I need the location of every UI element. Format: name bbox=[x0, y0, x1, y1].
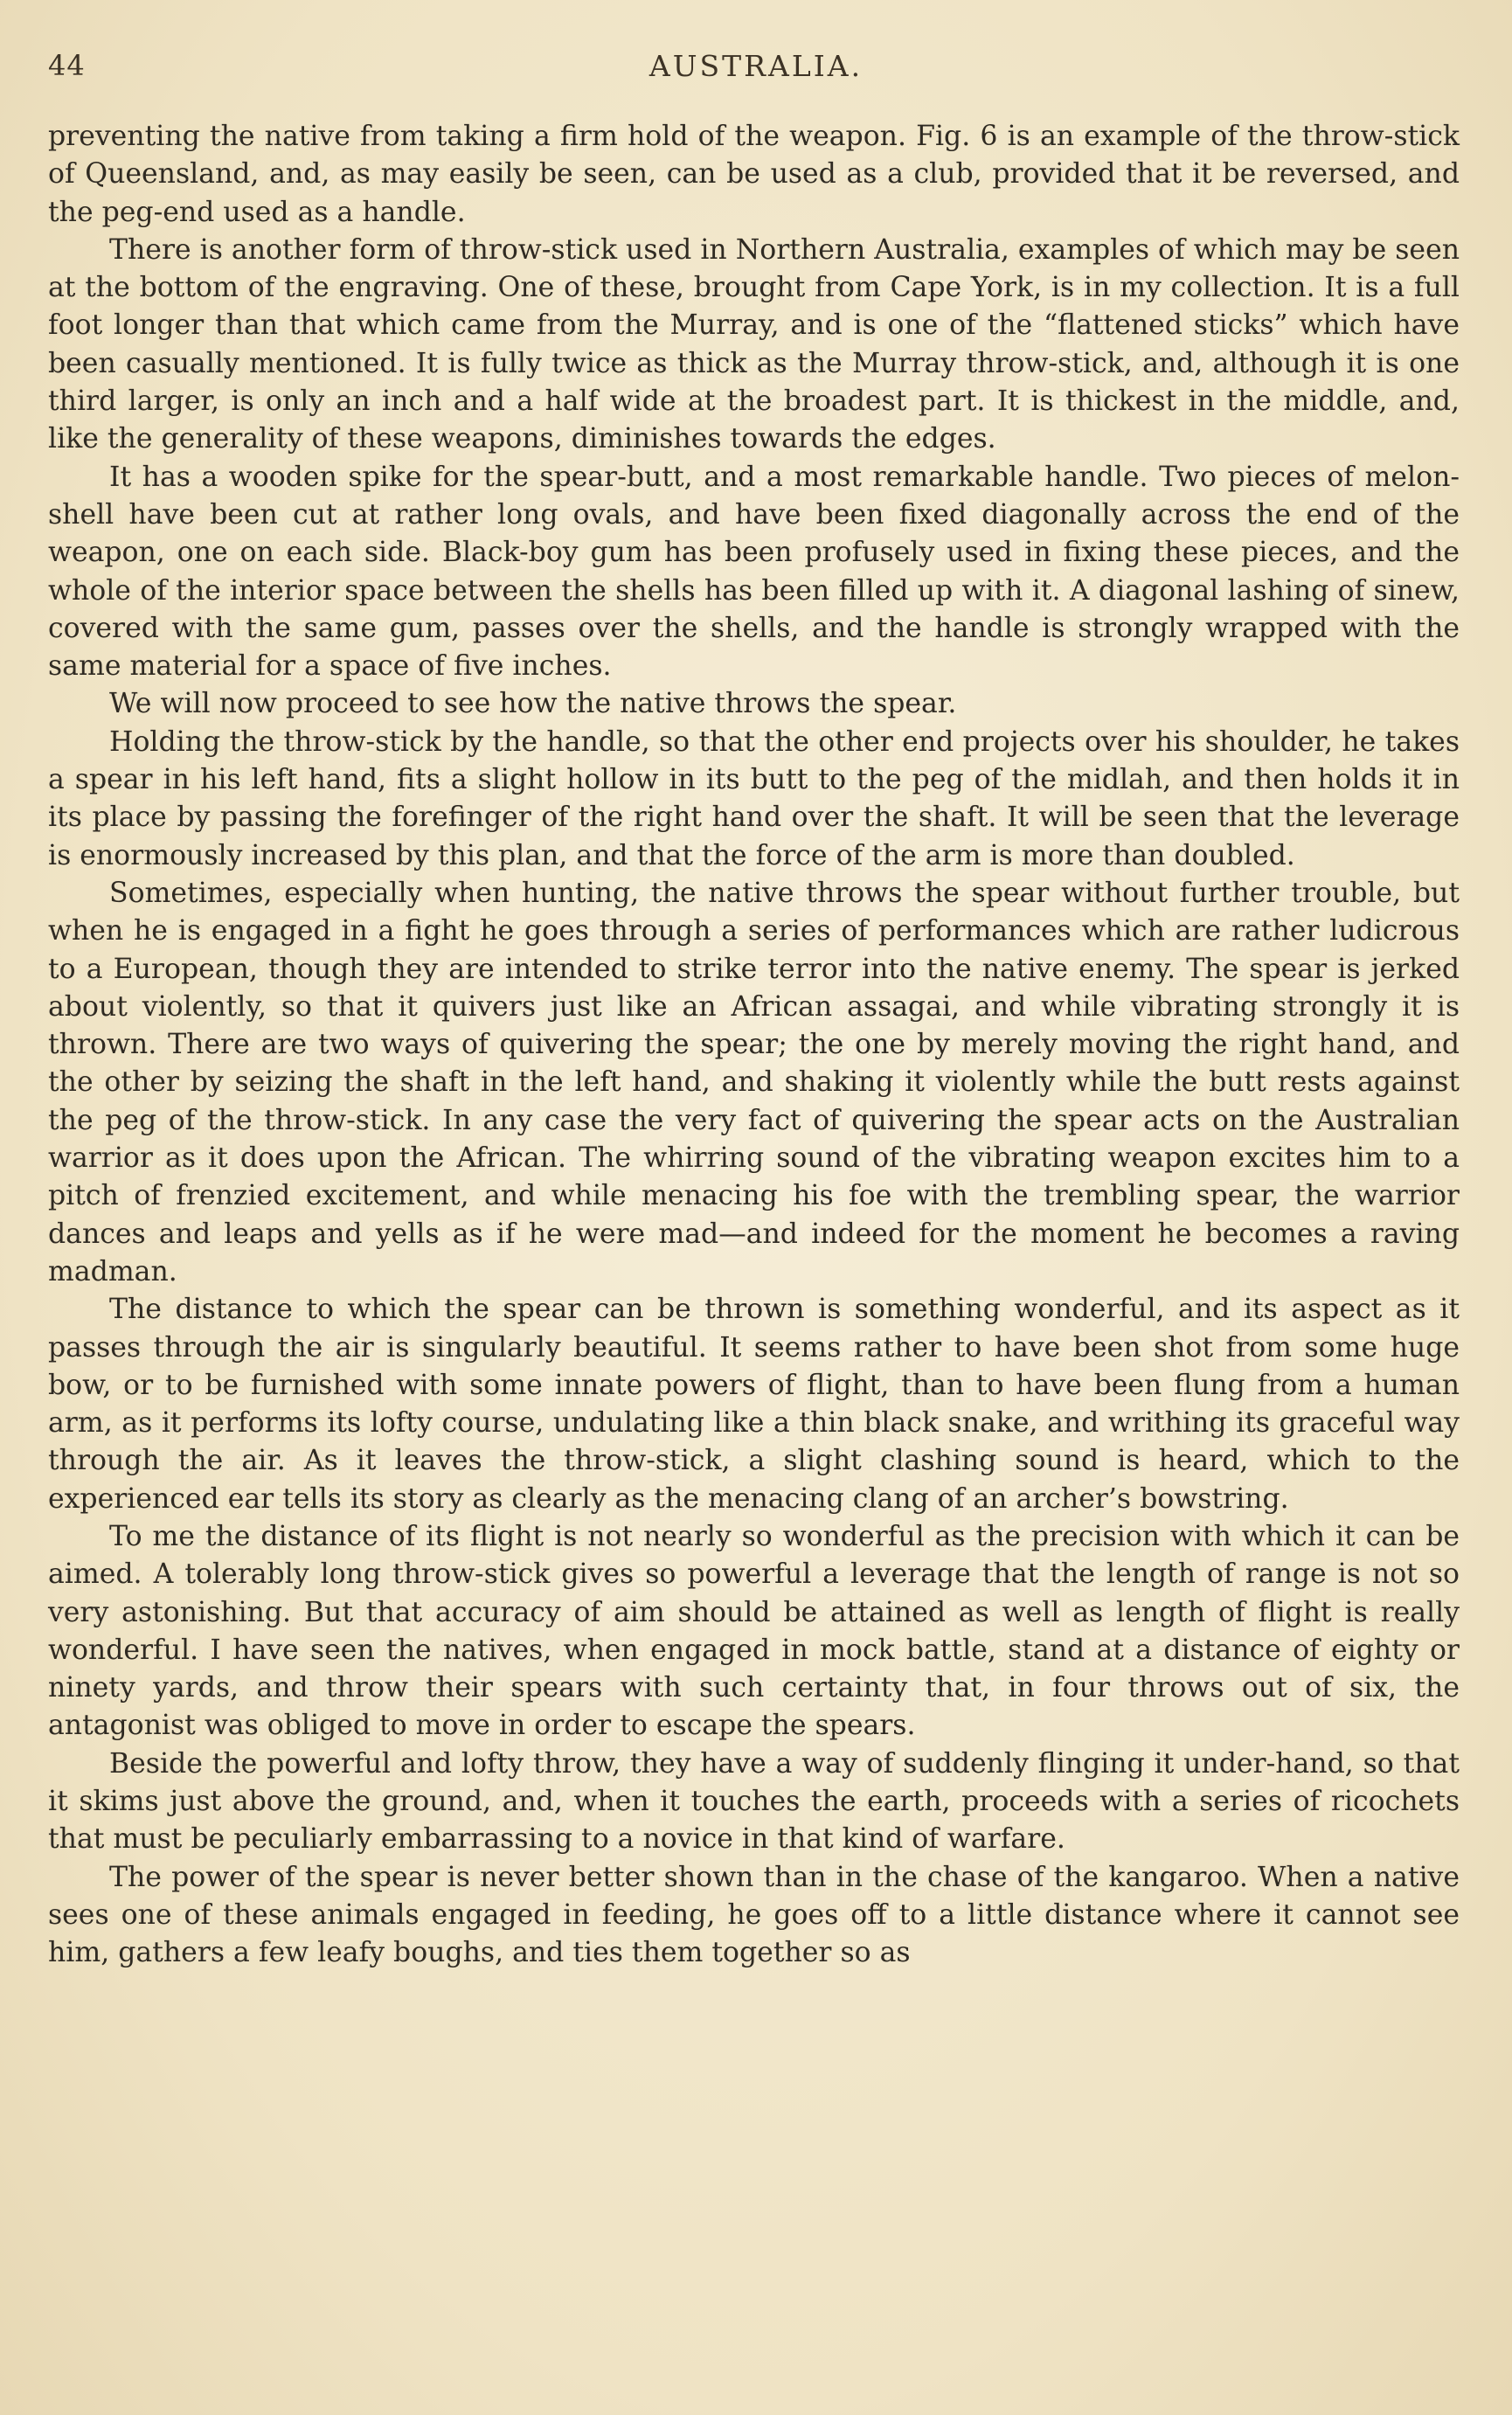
paragraph: The distance to which the spear can be thrown is something wonderful, and its aspect as it passes through the air is singularly beautiful. It seems rather to have been shot from some huge bow, or to be furnished with some innate powers of flight, than to have been flung from a human arm, as it performs its lofty course, undulating like a thin black snake, and writhing its graceful way through the air. As it leaves the throw-stick, a slight clashing sound is heard, which to the experienced ear tells its story as clearly as the menacing clang of an archer’s bowstring. bbox=[48, 1294, 1460, 1515]
paragraph: preventing the native from taking a firm hold of the weapon. Fig. 6 is an example of the throw-stick of Queensland, and, as may easily be seen, can be used as a club, provided that it be reversed, and the peg-end used as a handle. bbox=[48, 121, 1460, 228]
paragraph: To me the distance of its flight is not nearly so wonderful as the precision with which it can be aimed. A tolerably long throw-stick gives so powerful a leverage that the length of range is not so very astonishing. But that accuracy of aim should be attained as well as length of flight is really wonderful. I have seen the natives, when engaged in mock battle, stand at a distance of eighty or ninety yards, and throw their spears with such certainty that, in four throws out of six, the antagonist was obliged to move in order to escape the spears. bbox=[48, 1520, 1460, 1742]
paragraph: It has a wooden spike for the spear-butt, and a most remarkable handle. Two pieces of melon-shell have been cut at rather long ovals, and have been fixed diagonally across the end of the weapon, one on each side. Black-boy gum has been profusely used in fixing these pieces, and the whole of the interior space between the shells has been filled up with it. A diagonal lashing of sinew, covered with the same gum, passes over the shells, and the handle is strongly wrapped with the same material for a space of five inches. bbox=[48, 461, 1460, 683]
body-text bbox=[48, 118, 1460, 1973]
paragraph: Beside the powerful and lofty throw, they have a way of suddenly flinging it under-hand, so that it skims just above the ground, and, when it touches the earth, proceeds with a series of ricochets that must be peculiarly embarrassing to a novice in that kind of warfare. bbox=[48, 1747, 1460, 1856]
paragraph: Sometimes, especially when hunting, the native throws the spear without further trouble, but when he is engaged in a fight he goes through a series of performances which are rather ludicrous to a European, though they are intended to strike terror into the native enemy. The spear is jerked about violently, so that it quivers just like an African assagai, and while vibrating strongly it is thrown. There are two ways of quivering the spear; the one by merely moving the right hand, and the other by seizing the shaft in the left hand, and shaking it violently while the butt rests against the peg of the throw-stick. In any case the very fact of quivering the spear acts on the Australian warrior as it does upon the African. The whirring sound of the vibrating weapon excites him to a pitch of frenzied excitement, and while menacing his foe with the trembling spear, the warrior dances and leaps and yells as if he were mad—and indeed for the moment he becomes a raving madman. bbox=[48, 877, 1460, 1287]
paragraph: There is another form of throw-stick used in Northern Australia, examples of which may be seen at the bottom of the engraving. One of these, brought from Cape York, is in my collection. It is a full foot longer than that which came from the Murray, and is one of the “flattened sticks” which have been casually mentioned. It is fully twice as thick as the Murray throw-stick, and, although it is one third larger, is only an inch and a half wide at the broadest part. It is thickest in the middle, and, like the generality of these weapons, diminishes towards the edges. bbox=[48, 233, 1460, 455]
running-head: AUSTRALIA. bbox=[648, 49, 864, 83]
page-number: 44 bbox=[48, 49, 86, 82]
paragraph: We will now proceed to see how the native throws the spear. bbox=[109, 688, 957, 720]
page-header bbox=[48, 45, 1464, 89]
paragraph: Holding the throw-stick by the handle, so that the other end projects over his shoulder, he takes a spear in his left hand, fits a slight hollow in its butt to the peg of the midlah, and then holds it in its place by passing the forefinger of the right hand over the shaft. It will be seen that the leverage is enormously increased by this plan, and that the force of the arm is more than doubled. bbox=[48, 725, 1460, 871]
paragraph: The power of the spear is never better shown than in the chase of the kangaroo. When a native sees one of these animals engaged in feeding, he goes off to a little distance where it cannot see him, gathers a few leafy boughs, and ties them together so as bbox=[48, 1861, 1460, 1969]
